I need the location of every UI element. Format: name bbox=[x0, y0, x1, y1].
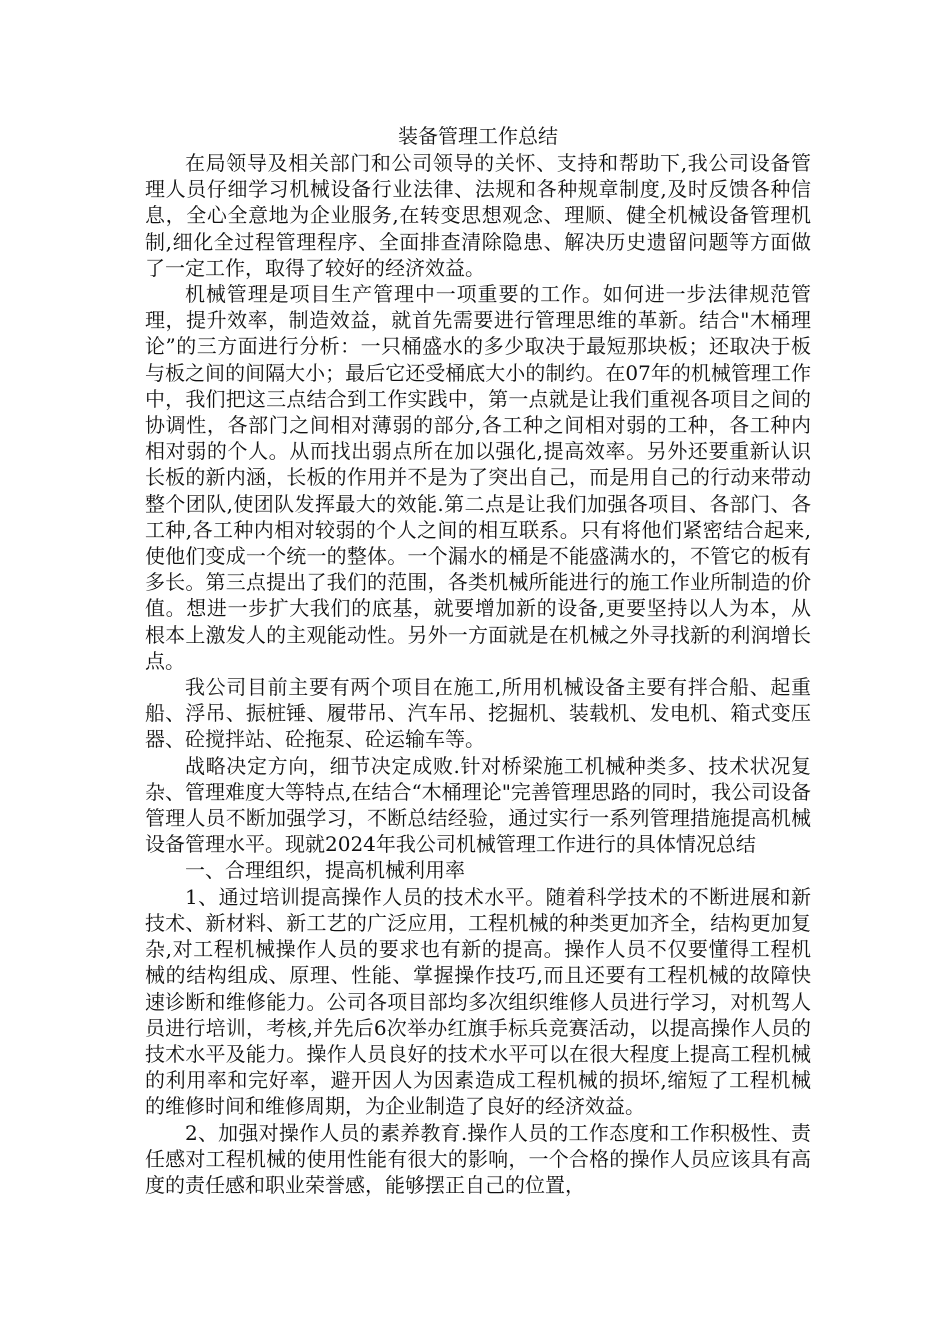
paragraph-equipment-list: 我公司目前主要有两个项目在施工,所用机械设备主要有拌合船、起重船、浮吊、振桩锤、履带吊、汽车吊、挖掘机、装载机、发电机、箱式变压器、砼搅拌站、砼拖泵、砼运输车等。 bbox=[145, 675, 811, 752]
paragraph-intro: 在局领导及相关部门和公司领导的关怀、支持和帮助下,我公司设备管理人员仔细学习机械设备行业法律、法规和各种规章制度,及时反馈各种信息，全心全意地为企业服务,在转变思想观念、理顺、健全机械设备管理机制,细化全过程管理程序、全面排查清除隐患、解决历史遗留问题等方面做了一定工作，取得了较好的经济效益。 bbox=[145, 151, 811, 280]
paragraph-strategy: 战略决定方向，细节决定成败.针对桥梁施工机械种类多、技术状况复杂、管理难度大等特点,在结合“木桶理论"完善管理思路的同时，我公司设备管理人员不断加强学习，不断总结经验，通过实行一系列管理措施提高机械设备管理水平。现就2024年我公司机械管理工作进行的具体情况总结 bbox=[145, 753, 811, 857]
paragraph-quality-education: 2、加强对操作人员的素养教育.操作人员的工作态度和工作积极性、责任感对工程机械的使用性能有很大的影响，一个合格的操作人员应该具有高度的责任感和职业荣誉感，能够摆正自己的位置， bbox=[145, 1120, 811, 1197]
document-title: 装备管理工作总结 bbox=[398, 124, 558, 148]
document-page bbox=[145, 122, 811, 1198]
paragraph-training: 1、通过培训提高操作人员的技术水平。随着科学技术的不断进展和新技术、新材料、新工艺的广泛应用，工程机械的种类更加齐全，结构更加复杂,对工程机械操作人员的要求也有新的提高。操作人员不仅要懂得工程机械的结构组成、原理、性能、掌握操作技巧,而且还要有工程机械的故障快速诊断和维修能力。公司各项目部均多次组织维修人员进行学习，对机驾人员进行培训，考核,并先后6次举办红旗手标兵竞赛活动，以提高操作人员的技术水平及能力。操作人员良好的技术水平可以在很大程度上提高工程机械的利用率和完好率，避开因人为因素造成工程机械的损坏,缩短了工程机械的维修时间和维修周期，为企业制造了良好的经济效益。 bbox=[145, 884, 811, 1119]
section-heading-1: 一、合理组织，提高机械利用率 bbox=[185, 858, 465, 883]
paragraph-bucket-theory: 机械管理是项目生产管理中一项重要的工作。如何进一步法律规范管理，提升效率，制造效益，就首先需要进行管理思维的革新。结合"木桶理论”的三方面进行分析：一只桶盛水的多少取决于最短那块板；还取决于板与板之间的间隔大小；最后它还受桶底大小的制约。在07年的机械管理工作中，我们把这三点结合到工作实践中，第一点就是让我们重视各项目之间的协调性，各部门之间相对薄弱的部分,各工种之间相对弱的工种，各工种内相对弱的个人。从而找出弱点所在加以强化,提高效率。另外还要重新认识长板的新内涵，长板的作用并不是为了突出自己，而是用自己的行动来带动整个团队,使团队发挥最大的效能.第二点是让我们加强各项目、各部门、各工种,各工种内相对较弱的个人之间的相互联系。只有将他们紧密结合起来,使他们变成一个统一的整体。一个漏水的桶是不能盛满水的，不管它的板有多长。第三点提出了我们的范围，各类机械所能进行的施工作业所制造的价值。想进一步扩大我们的底基，就要增加新的设备,更要坚持以人为本，从根本上激发人的主观能动性。另外一方面就是在机械之外寻找新的利润增长点。 bbox=[145, 282, 811, 673]
